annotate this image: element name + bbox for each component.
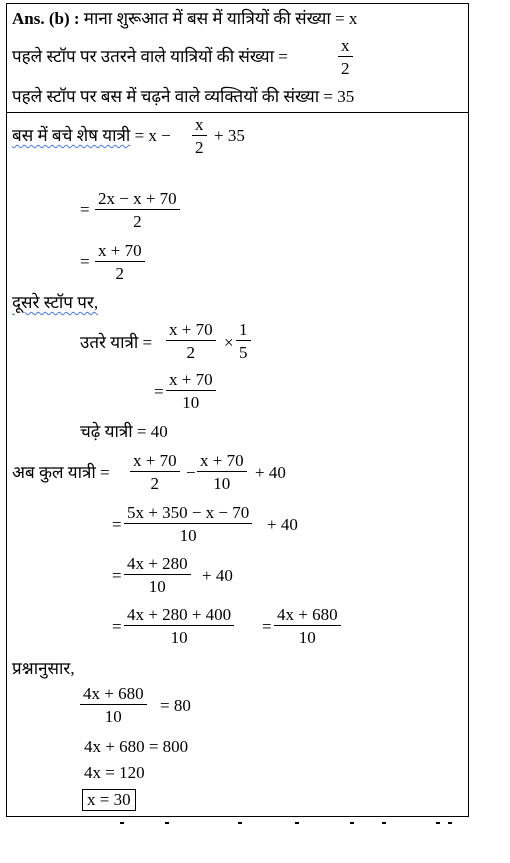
frac-denominator: 2 (338, 56, 353, 79)
line2-fraction (338, 36, 353, 79)
line3-text: पहले स्टॉप पर बस में चढ़ने वाले व्यक्तियों की संख्या = 35 (12, 87, 355, 106)
t3-fraction: $\frac{4x + 280}{10}$ (124, 554, 191, 597)
answer-label: Ans. (b) : (12, 9, 80, 28)
alight2-fraction: $\frac{x + 70}{10}$ (166, 370, 216, 413)
remaining-rhs: + 35 (214, 126, 245, 145)
q1-fraction: $\frac{4x + 680}{10}$ (80, 684, 147, 727)
line1-text: माना शुरूआत में बस में यात्रियों की संख्या = x (83, 9, 358, 28)
left-border-fragment (6, 112, 7, 445)
alight2-eq: = (154, 382, 164, 401)
step2-fraction: $\frac{x + 70}{2}$ (95, 241, 145, 284)
remaining-label: बस में बचे शेष यात्री (12, 126, 131, 145)
total-fraction2: $\frac{x + 70}{10}$ (197, 451, 247, 494)
second-stop-line: दूसरे स्टॉप पर, (12, 293, 99, 312)
line2 (12, 47, 288, 67)
board-label: चढ़े यात्री = 40 (80, 422, 168, 441)
divider (6, 112, 469, 113)
t2-plus: + 40 (267, 515, 298, 534)
total-fraction1: $\frac{x + 70}{2}$ (130, 451, 180, 494)
alight-fraction: $\frac{x + 70}{2}$ (166, 320, 216, 363)
total-plus: + 40 (255, 463, 286, 482)
t4-eq2: = (262, 617, 272, 636)
remaining-lhs: = x − (134, 126, 171, 145)
answer-boxed: x = 30 (82, 789, 136, 811)
times-sign: × (224, 333, 234, 352)
step1-eq: = (80, 200, 90, 219)
q1-rhs: = 80 (160, 696, 191, 715)
question-label: प्रश्नानुसार, (12, 659, 75, 678)
q3: 4x = 120 (84, 763, 145, 782)
t2-fraction: $\frac{5x + 350 - x - 70}{10}$ (124, 503, 252, 546)
cutoff-marks (120, 822, 460, 828)
t4-eq: = (112, 617, 122, 636)
alight-label: उतरे यात्री = (80, 333, 153, 352)
answer-line (12, 9, 357, 29)
total-label: अब कुल यात्री = (12, 463, 110, 482)
q2: 4x + 680 = 800 (84, 737, 189, 756)
frac-numerator: x (341, 36, 350, 55)
t4-fraction: $\frac{4x + 280 + 400}{10}$ (124, 605, 234, 648)
t4-fraction2: $\frac{4x + 680}{10}$ (274, 605, 341, 648)
line2-text: पहले स्टॉप पर उतरने वाले यात्रियों की संख्या = (12, 47, 288, 66)
step2-eq: = (80, 252, 90, 271)
t3-eq: = (112, 566, 122, 585)
alight-fraction2: $\frac{1}{5}$ (236, 320, 251, 363)
t3-plus: + 40 (202, 566, 233, 585)
t2-eq: = (112, 515, 122, 534)
line3 (12, 87, 354, 107)
remaining-fraction: $\frac{x}{2}$ (192, 115, 207, 158)
minus-sign: − (186, 463, 196, 482)
remaining-line (12, 126, 171, 146)
step1-fraction: $\frac{2x - x + 70}{2}$ (95, 189, 180, 232)
